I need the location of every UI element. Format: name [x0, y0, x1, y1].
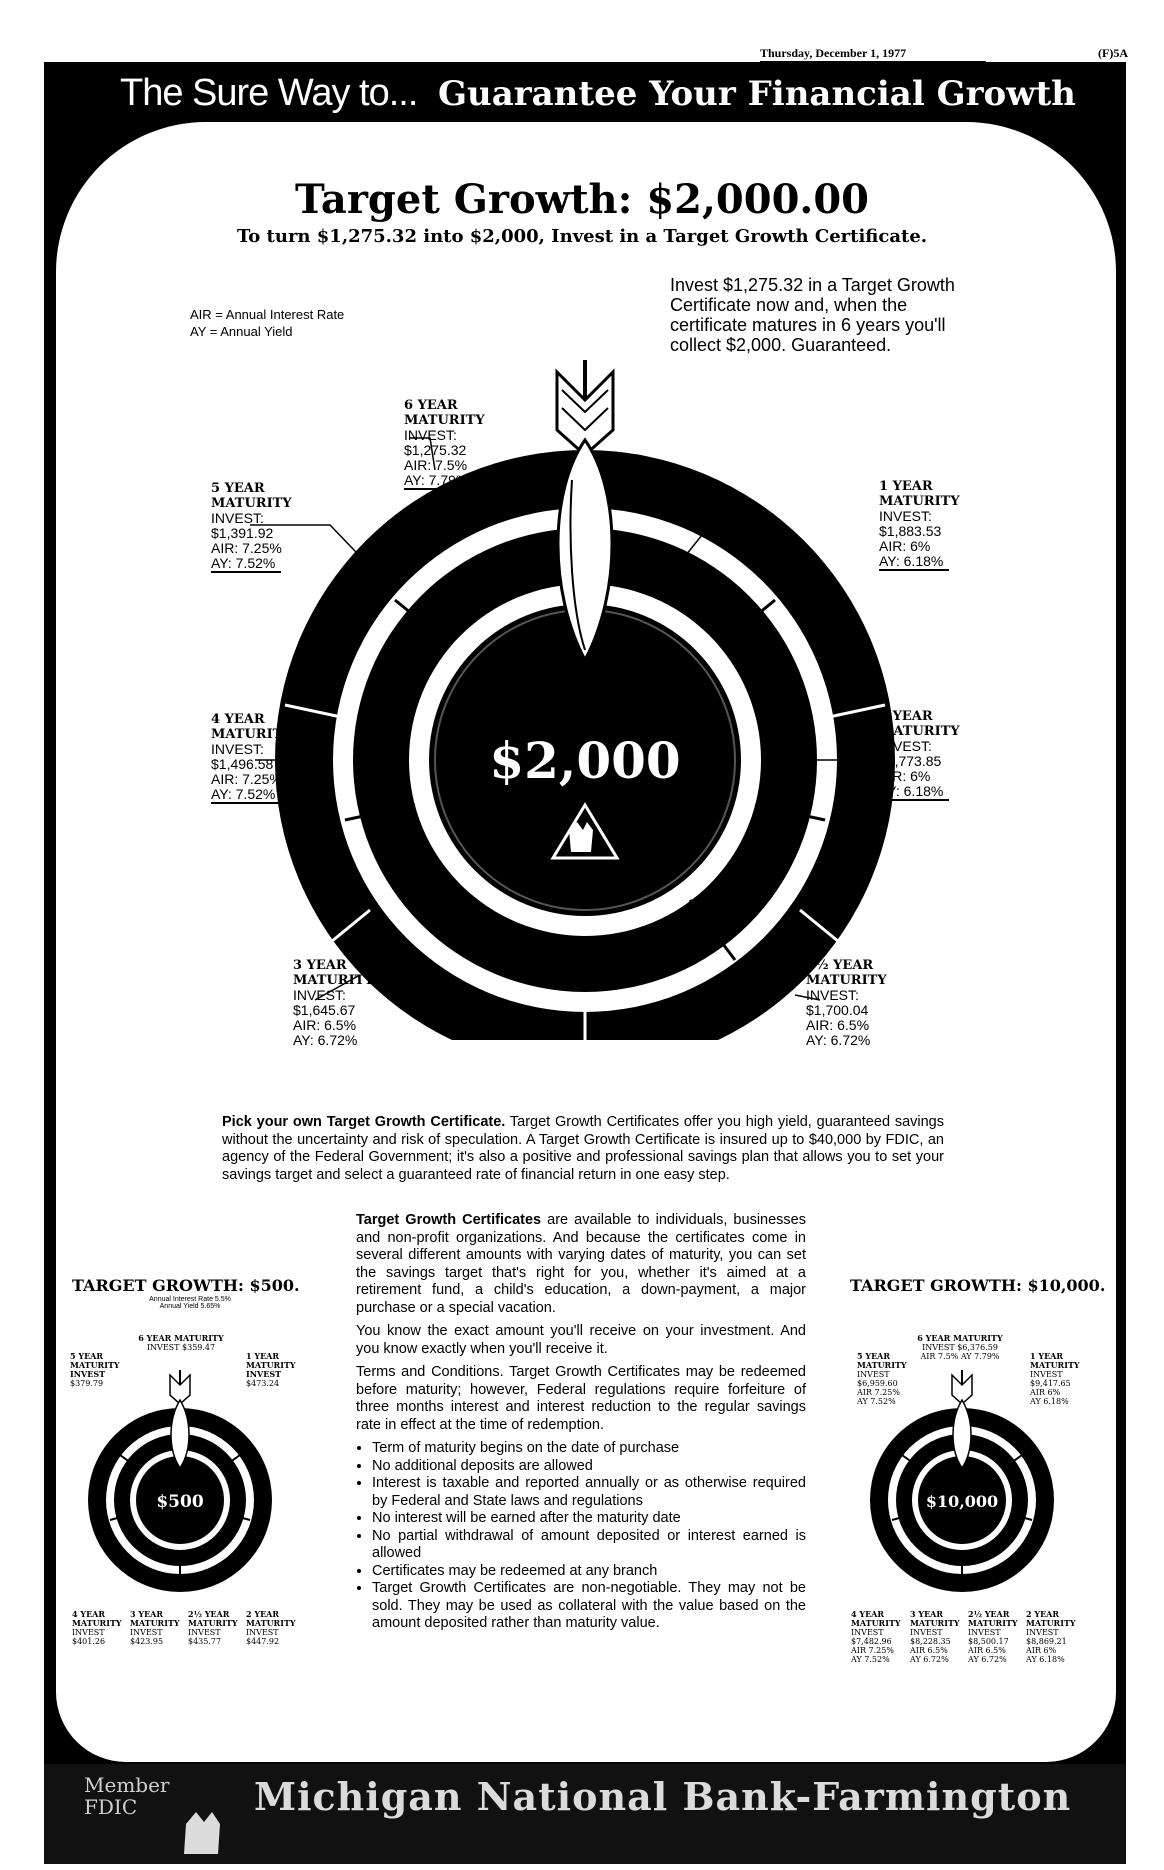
- small-left-3-year: 3 YEAR MATURITY INVEST $423.95: [130, 1609, 180, 1646]
- small-right-title: TARGET GROWTH: $10,000.: [850, 1276, 1106, 1295]
- list-item: • No additional deposits are allowed: [372, 1458, 806, 1476]
- intro-text: Invest $1,275.32 in a Target Growth Certificate now and, when the certificate matures in 6 years you'll collect $2,000. Guaranteed.: [670, 275, 955, 355]
- know-paragraph: You know the exact amount you'll receive on your investment. And you know exactly when you'll receive it.: [356, 1323, 806, 1357]
- list-item: • No partial withdrawal of amount deposited or interest earned is allowed: [372, 1528, 806, 1563]
- maturity-2-half-year: 2½ YEAR MATURITY INVEST: $1,700.04 AIR: 6.5% AY: 6.72%: [806, 958, 887, 1048]
- availability-paragraph: Target Growth Certificates are available to individuals, businesses and non-profit organizations. And because the certificates come in several different amounts with varying dates of maturity, you can set the savings target that's right for you, whether it's aimed at a retirement fund, a child's education, a down-payment, a major purchase or a special vacation.: [356, 1212, 806, 1316]
- headline: [120, 72, 1076, 115]
- fdic-member-badge: Member FDIC: [84, 1773, 170, 1819]
- maturity-1-year: 1 YEAR MATURITY INVEST: $1,883.53 AIR: 6% AY: 6.18%: [879, 479, 960, 569]
- list-item: • Target Growth Certificates are non-negotiable. They may not be sold. They may be used as collateral with the value based on the amount deposited rather than maturity value.: [372, 1580, 806, 1633]
- terms-paragraph: Terms and Conditions. Target Growth Certificates may be redeemed before maturity; however, Federal regulations require forfeiture of three months interest and interest reduction to the regular savings rate in effect at the time of redemption.: [356, 1364, 806, 1433]
- small-left-6-year: 6 YEAR MATURITY INVEST $359.47: [138, 1333, 224, 1352]
- abbreviation-legend: [190, 306, 344, 340]
- pick-lead: Pick your own Target Growth Certificate.: [222, 1114, 506, 1130]
- arrow-icon: [170, 1370, 190, 1468]
- small-left-2-year: 2 YEAR MATURITY INVEST $447.92: [246, 1609, 296, 1646]
- small-left-5-year: 5 YEAR MATURITY INVEST $379.79: [70, 1351, 120, 1388]
- small-right-2-year: 2 YEAR MATURITY INVEST $8,869.21 AIR 6% AY 6.18%: [1026, 1609, 1076, 1664]
- bank-footer: [44, 1764, 1126, 1864]
- maturity-3-year: 3 YEAR MATURITY INVEST: $1,645.67 AIR: 6.5% AY: 6.72%: [293, 958, 374, 1048]
- small-right-target: [862, 1360, 1062, 1610]
- target-graphic: [250, 360, 910, 1040]
- page-subtitle: To turn $1,275.32 into $2,000, Invest in a Target Growth Certificate.: [236, 226, 928, 247]
- pick-paragraph: [222, 1114, 944, 1184]
- maturity-5-year: 5 YEAR MATURITY INVEST: $1,391.92 AIR: 7.25% AY: 7.52%: [211, 481, 292, 571]
- list-item: • No interest will be earned after the maturity date: [372, 1510, 806, 1528]
- details-column: [356, 1212, 806, 1633]
- small-right-4-year: 4 YEAR MATURITY INVEST $7,482.96 AIR 7.25% AY 7.52%: [851, 1609, 901, 1664]
- legend-ay: AY = Annual Yield: [190, 324, 293, 339]
- michigan-logo-icon: [174, 1804, 234, 1859]
- bank-name: Michigan National Bank-Farmington: [254, 1774, 1072, 1819]
- maturity-4-year: 4 YEAR MATURITY INVEST: $1,496.58 AIR: 7.25% AY: 7.52%: [211, 712, 292, 802]
- small-left-4-year: 4 YEAR MATURITY INVEST $401.26: [72, 1609, 122, 1646]
- dateline: Thursday, December 1, 1977: [760, 46, 986, 62]
- headline-lead: The Sure Way to...: [120, 72, 418, 114]
- list-item: • Certificates may be redeemed at any branch: [372, 1563, 806, 1581]
- small-right-center: $10,000: [925, 1492, 999, 1511]
- small-left-1-year: 1 YEAR MATURITY INVEST $473.24: [246, 1351, 296, 1388]
- small-right-6-year: 6 YEAR MATURITY INVEST $6,376.59 AIR 7.5% AY 7.79%: [917, 1333, 1003, 1361]
- small-right-1-year: 1 YEAR MATURITY INVEST $9,417.65 AIR 6% AY 6.18%: [1030, 1351, 1080, 1406]
- small-left-center: $500: [156, 1492, 204, 1512]
- legend-air: AIR = Annual Interest Rate: [190, 307, 345, 322]
- small-left-title: TARGET GROWTH: $500.: [72, 1276, 300, 1295]
- maturity-6-year: 6 YEAR MATURITY INVEST: $1,275.32 AIR: 7.5% AY: 7.79%: [404, 398, 485, 488]
- small-right-5-year: 5 YEAR MATURITY INVEST $6,959.60 AIR 7.25% AY 7.52%: [857, 1351, 907, 1406]
- maturity-2-year: 2 YEAR MATURITY INVEST: $1,773.85 AIR: 6% AY: 6.18%: [879, 709, 960, 799]
- small-left-target: [80, 1360, 280, 1610]
- small-right-2-half-year: 2½ YEAR MATURITY INVEST $8,500.17 AIR 6.5% AY 6.72%: [968, 1609, 1018, 1664]
- page-number: (F)5A: [1098, 46, 1128, 60]
- list-item: • Interest is taxable and reported annually or as otherwise required by Federal and State laws and regulations: [372, 1475, 806, 1510]
- pick-text: Target Growth Certificates offer you high yield, guaranteed savings without the uncertainty and risk of speculation. A Target Growth Certificate is insured up to $40,000 by FDIC, an agency of the Federal Government; it's also a positive and professional savings plan that allows you to set your savings target and select a guaranteed rate of financial return in one easy step.: [222, 1114, 944, 1183]
- list-item: • Term of maturity begins on the date of purchase: [372, 1440, 806, 1458]
- small-left-2-half-year: 2½ YEAR MATURITY INVEST $435.77: [188, 1609, 238, 1646]
- conditions-list: [356, 1440, 806, 1633]
- headline-emphasis: Guarantee Your Financial Growth: [437, 74, 1076, 114]
- arrow-icon: [952, 1370, 972, 1468]
- target-center-amount: $2,000: [489, 731, 681, 790]
- page-title: Target Growth: $2,000.00: [294, 176, 870, 223]
- small-left-rates: Annual Interest Rate 5.5% Annual Yield 5.65%: [149, 1296, 231, 1310]
- small-right-3-year: 3 YEAR MATURITY INVEST $8,228.35 AIR 6.5% AY 6.72%: [910, 1609, 960, 1664]
